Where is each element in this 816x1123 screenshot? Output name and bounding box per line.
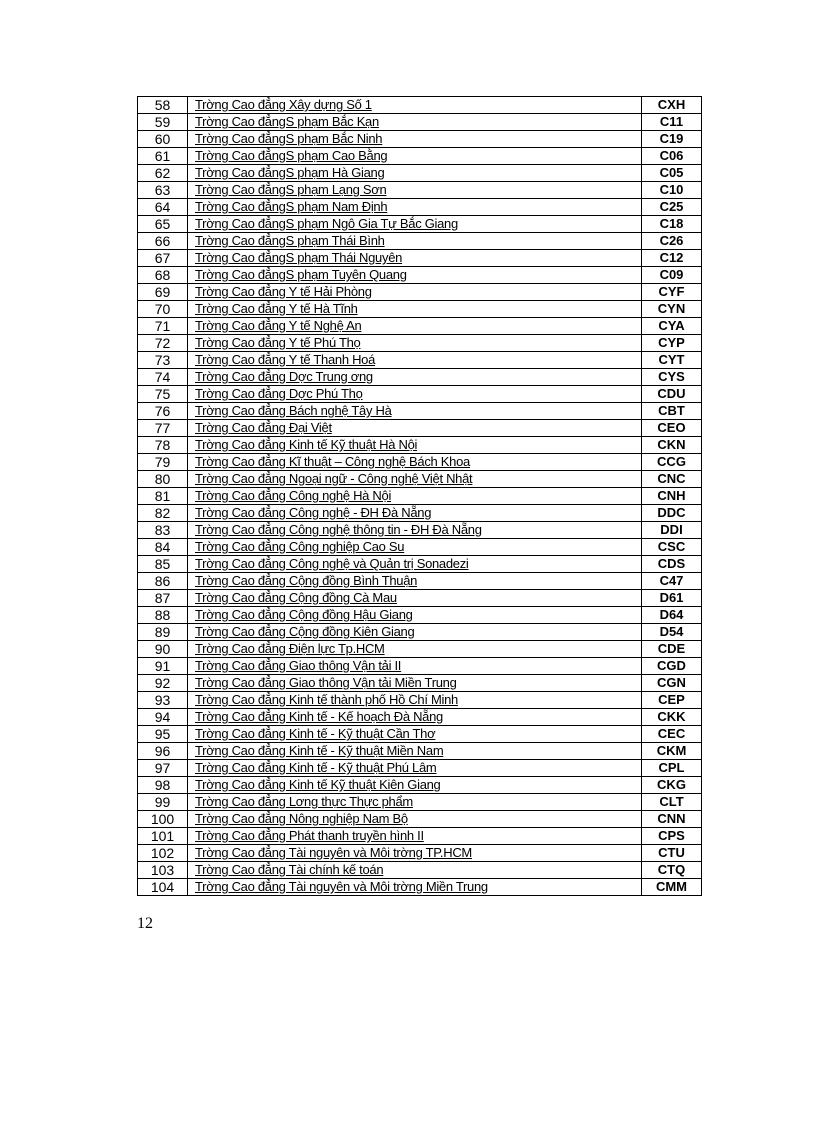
school-code: CLT <box>642 794 702 811</box>
row-number: 67 <box>138 250 188 267</box>
table-row <box>138 437 702 454</box>
school-name: Trờng Cao đẳng Cộng đồng Hậu Giang <box>188 607 642 624</box>
table-row <box>138 301 702 318</box>
school-name: Trờng Cao đẳng Kinh tế Kỹ thuật Kiên Giang <box>188 777 642 794</box>
row-number: 79 <box>138 454 188 471</box>
table-row <box>138 131 702 148</box>
table-row <box>138 879 702 896</box>
school-name: Trờng Cao đẳng Công nghiệp Cao Su <box>188 539 642 556</box>
school-name: Trờng Cao đẳng Công nghệ và Quản trị Sonadezi <box>188 556 642 573</box>
table-row <box>138 199 702 216</box>
school-name: Trờng Cao đẳng Điện lực Tp.HCM <box>188 641 642 658</box>
school-name: Trờng Cao đẳng Lơng thực Thực phẩm <box>188 794 642 811</box>
school-name: Trờng Cao đẳng Kinh tế - Kỹ thuật Cần Thơ <box>188 726 642 743</box>
school-code: CEC <box>642 726 702 743</box>
school-name: Trờng Cao đẳngS phạm Bắc Kạn <box>188 114 642 131</box>
row-number: 96 <box>138 743 188 760</box>
row-number: 59 <box>138 114 188 131</box>
school-code: CKG <box>642 777 702 794</box>
row-number: 84 <box>138 539 188 556</box>
table-row <box>138 828 702 845</box>
row-number: 91 <box>138 658 188 675</box>
row-number: 97 <box>138 760 188 777</box>
row-number: 83 <box>138 522 188 539</box>
school-code: C06 <box>642 148 702 165</box>
table-row <box>138 590 702 607</box>
school-code: C47 <box>642 573 702 590</box>
row-number: 93 <box>138 692 188 709</box>
school-name: Trờng Cao đẳng Công nghệ thông tin - ĐH Đà Nẵng <box>188 522 642 539</box>
row-number: 81 <box>138 488 188 505</box>
table-row <box>138 760 702 777</box>
row-number: 102 <box>138 845 188 862</box>
table-row <box>138 573 702 590</box>
school-code: CPL <box>642 760 702 777</box>
table-row <box>138 369 702 386</box>
school-code: CYT <box>642 352 702 369</box>
row-number: 65 <box>138 216 188 233</box>
table-row <box>138 845 702 862</box>
school-code: CKN <box>642 437 702 454</box>
school-name: Trờng Cao đẳng Tài nguyên và Môi trờng TP.HCM <box>188 845 642 862</box>
school-name: Trờng Cao đẳngS phạm Nam Định <box>188 199 642 216</box>
school-code: C25 <box>642 199 702 216</box>
row-number: 63 <box>138 182 188 199</box>
row-number: 92 <box>138 675 188 692</box>
row-number: 101 <box>138 828 188 845</box>
row-number: 88 <box>138 607 188 624</box>
school-code: CTQ <box>642 862 702 879</box>
table-row <box>138 726 702 743</box>
school-name: Trờng Cao đẳng Kinh tế Kỹ thuật Hà Nội <box>188 437 642 454</box>
school-code-table <box>137 96 702 896</box>
school-code: CEP <box>642 692 702 709</box>
school-name: Trờng Cao đẳngS phạm Bắc Ninh <box>188 131 642 148</box>
table-row <box>138 165 702 182</box>
row-number: 72 <box>138 335 188 352</box>
row-number: 85 <box>138 556 188 573</box>
table-row <box>138 318 702 335</box>
school-code: DDC <box>642 505 702 522</box>
school-name: Trờng Cao đẳngS phạm Ngô Gia Tự Bắc Giang <box>188 216 642 233</box>
row-number: 82 <box>138 505 188 522</box>
school-name: Trờng Cao đẳng Y tế Nghệ An <box>188 318 642 335</box>
table-row <box>138 743 702 760</box>
school-name: Trờng Cao đẳng Bách nghệ Tây Hà <box>188 403 642 420</box>
school-code: CSC <box>642 539 702 556</box>
school-name: Trờng Cao đẳng Cộng đồng Kiên Giang <box>188 624 642 641</box>
row-number: 71 <box>138 318 188 335</box>
school-name: Trờng Cao đẳng Y tế Thanh Hoá <box>188 352 642 369</box>
school-name: Trờng Cao đẳng Đại Việt <box>188 420 642 437</box>
school-name: Trờng Cao đẳng Y tế Phú Thọ <box>188 335 642 352</box>
school-code: CYS <box>642 369 702 386</box>
school-name: Trờng Cao đẳng Dợc Trung ơng <box>188 369 642 386</box>
school-code: D54 <box>642 624 702 641</box>
row-number: 95 <box>138 726 188 743</box>
row-number: 78 <box>138 437 188 454</box>
row-number: 74 <box>138 369 188 386</box>
school-name: Trờng Cao đẳng Ngoại ngữ - Công nghệ Việt Nhật <box>188 471 642 488</box>
table-row <box>138 250 702 267</box>
school-name: Trờng Cao đẳng Nông nghiệp Nam Bộ <box>188 811 642 828</box>
school-name: Trờng Cao đẳng Phát thanh truyền hình II <box>188 828 642 845</box>
school-name: Trờng Cao đẳng Công nghệ - ĐH Đà Nẵng <box>188 505 642 522</box>
table-row <box>138 284 702 301</box>
table-row <box>138 522 702 539</box>
table-row <box>138 454 702 471</box>
page-number: 12 <box>137 915 153 932</box>
school-code: CGD <box>642 658 702 675</box>
school-code: CEO <box>642 420 702 437</box>
row-number: 66 <box>138 233 188 250</box>
school-code: CYP <box>642 335 702 352</box>
table-row <box>138 794 702 811</box>
school-name: Trờng Cao đẳng Tài nguyên và Môi trờng Miền Trung <box>188 879 642 896</box>
table-row <box>138 335 702 352</box>
school-name: Trờng Cao đẳngS phạm Thái Nguyên <box>188 250 642 267</box>
school-name: Trờng Cao đẳng Giao thông Vận tải II <box>188 658 642 675</box>
school-name: Trờng Cao đẳng Y tế Hà Tĩnh <box>188 301 642 318</box>
school-code: CBT <box>642 403 702 420</box>
school-code: CNC <box>642 471 702 488</box>
table-row <box>138 811 702 828</box>
table-row <box>138 692 702 709</box>
school-code: C05 <box>642 165 702 182</box>
table-row <box>138 148 702 165</box>
table-body <box>138 97 702 896</box>
school-code: C11 <box>642 114 702 131</box>
table-row <box>138 471 702 488</box>
school-name: Trờng Cao đẳngS phạm Hà Giang <box>188 165 642 182</box>
row-number: 86 <box>138 573 188 590</box>
row-number: 99 <box>138 794 188 811</box>
school-code: DDI <box>642 522 702 539</box>
table-row <box>138 216 702 233</box>
school-name: Trờng Cao đẳngS phạm Thái Bình <box>188 233 642 250</box>
table-row <box>138 709 702 726</box>
table-row <box>138 182 702 199</box>
school-code: CYA <box>642 318 702 335</box>
row-number: 62 <box>138 165 188 182</box>
school-code: CTU <box>642 845 702 862</box>
row-number: 80 <box>138 471 188 488</box>
table-row <box>138 488 702 505</box>
row-number: 60 <box>138 131 188 148</box>
table-row <box>138 97 702 114</box>
school-name: Trờng Cao đẳng Dợc Phú Thọ <box>188 386 642 403</box>
school-code: CNH <box>642 488 702 505</box>
table-row <box>138 607 702 624</box>
school-code: CDS <box>642 556 702 573</box>
row-number: 73 <box>138 352 188 369</box>
row-number: 98 <box>138 777 188 794</box>
school-name: Trờng Cao đẳngS phạm Lạng Sơn <box>188 182 642 199</box>
row-number: 89 <box>138 624 188 641</box>
school-code: D61 <box>642 590 702 607</box>
school-code: CXH <box>642 97 702 114</box>
school-code: CNN <box>642 811 702 828</box>
row-number: 68 <box>138 267 188 284</box>
row-number: 100 <box>138 811 188 828</box>
school-code: CKM <box>642 743 702 760</box>
row-number: 103 <box>138 862 188 879</box>
school-name: Trờng Cao đẳng Công nghệ Hà Nội <box>188 488 642 505</box>
school-name: Trờng Cao đẳng Cộng đồng Bình Thuận <box>188 573 642 590</box>
row-number: 70 <box>138 301 188 318</box>
row-number: 87 <box>138 590 188 607</box>
row-number: 104 <box>138 879 188 896</box>
row-number: 94 <box>138 709 188 726</box>
table-row <box>138 675 702 692</box>
school-code: CGN <box>642 675 702 692</box>
school-name: Trờng Cao đẳng Xây dựng Số 1 <box>188 97 642 114</box>
school-code: CPS <box>642 828 702 845</box>
school-name: Trờng Cao đẳng Kinh tế - Kế hoạch Đà Nẵng <box>188 709 642 726</box>
school-code: C10 <box>642 182 702 199</box>
table-row <box>138 539 702 556</box>
school-code: CDE <box>642 641 702 658</box>
school-name: Trờng Cao đẳng Kĩ thuật – Công nghệ Bách Khoa <box>188 454 642 471</box>
school-name: Trờng Cao đẳng Cộng đồng Cà Mau <box>188 590 642 607</box>
school-name: Trờng Cao đẳng Kinh tế thành phố Hồ Chí Minh <box>188 692 642 709</box>
table-row <box>138 641 702 658</box>
school-name: Trờng Cao đẳng Kinh tế - Kỹ thuật Miền Nam <box>188 743 642 760</box>
school-code: C18 <box>642 216 702 233</box>
table-row <box>138 267 702 284</box>
school-code: CMM <box>642 879 702 896</box>
school-code: CKK <box>642 709 702 726</box>
school-code: C19 <box>642 131 702 148</box>
row-number: 64 <box>138 199 188 216</box>
row-number: 76 <box>138 403 188 420</box>
table-row <box>138 777 702 794</box>
table-row <box>138 420 702 437</box>
school-code: CYN <box>642 301 702 318</box>
school-code: C26 <box>642 233 702 250</box>
table-row <box>138 862 702 879</box>
row-number: 77 <box>138 420 188 437</box>
table-row <box>138 556 702 573</box>
school-code: CCG <box>642 454 702 471</box>
school-name: Trờng Cao đẳngS phạm Cao Bằng <box>188 148 642 165</box>
row-number: 69 <box>138 284 188 301</box>
school-code: D64 <box>642 607 702 624</box>
school-code: C09 <box>642 267 702 284</box>
school-code: CYF <box>642 284 702 301</box>
school-code: CDU <box>642 386 702 403</box>
school-name: Trờng Cao đẳng Tài chính kế toán <box>188 862 642 879</box>
table-row <box>138 352 702 369</box>
row-number: 61 <box>138 148 188 165</box>
school-name: Trờng Cao đẳng Kinh tế - Kỹ thuật Phú Lâm <box>188 760 642 777</box>
table-row <box>138 386 702 403</box>
school-name: Trờng Cao đẳngS phạm Tuyên Quang <box>188 267 642 284</box>
school-name: Trờng Cao đẳng Y tế Hải Phòng <box>188 284 642 301</box>
table-row <box>138 624 702 641</box>
school-name: Trờng Cao đẳng Giao thông Vận tải Miền Trung <box>188 675 642 692</box>
table-row <box>138 114 702 131</box>
table-row <box>138 403 702 420</box>
row-number: 58 <box>138 97 188 114</box>
table-row <box>138 233 702 250</box>
table-row <box>138 505 702 522</box>
school-code: C12 <box>642 250 702 267</box>
row-number: 90 <box>138 641 188 658</box>
row-number: 75 <box>138 386 188 403</box>
table-row <box>138 658 702 675</box>
